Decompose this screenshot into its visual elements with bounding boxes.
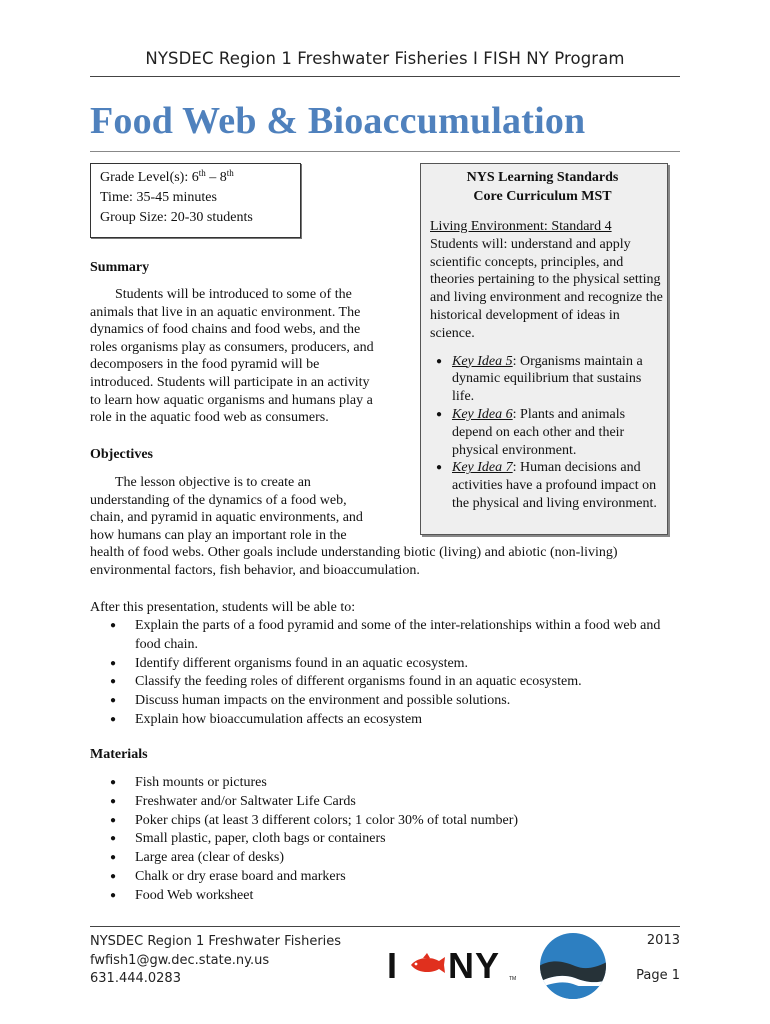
grade-level: Grade Level(s): 6th – 8th [100,168,234,185]
footer-org: NYSDEC Region 1 Freshwater Fisheries [90,934,342,949]
bullet-icon: ● [436,408,443,420]
bullet-icon: ● [110,814,117,826]
logo-trademark: TM [509,976,517,982]
bullet-icon: ● [436,355,443,367]
list-item: ● Freshwater and/or Saltwater Life Cards [110,793,680,812]
footer-year: 2013 [646,933,680,948]
footer-phone: 631.444.0283 [90,971,181,986]
dec-circle-logo [539,932,607,1000]
bullet-icon: ● [110,777,117,788]
materials-list [110,774,680,906]
list-item: ● Explain how bioaccumulation affects an ecosystem [110,711,680,730]
list-item: ● Chalk or dry erase board and markers [110,868,680,887]
footer-divider [90,926,680,927]
key-idea-item: ● Key Idea 7: Human decisions and activities have a profound impact on the physical and living environment. [436,460,657,511]
bullet-icon: ● [110,852,117,864]
summary-text: Students will be introduced to some of the animals that live in an aquatic environment. The dynamics of food chains and food webs, and the roles organisms play as consumers, producers, and decomposers in the food pyramid will be introduced. Students will participate in an activity to learn how aquatic organisms and humans play a role in the aquatic food web as consumers. [90,287,374,426]
standards-subtitle: Living Environment: Standard 4 [430,219,612,234]
logo-letter-i: I [387,947,398,983]
objectives-heading: Objectives [90,447,153,462]
bullet-icon: ● [110,676,117,688]
list-item: ● Large area (clear of desks) [110,849,680,868]
page-header: NYSDEC Region 1 Freshwater Fisheries I FISH NY Program [145,49,625,68]
list-item: ● Classify the feeding roles of different organisms found in an aquatic ecosystem. [110,673,680,692]
footer-email: fwfish1@gw.dec.state.ny.us [90,952,270,968]
bullet-icon: ● [110,833,117,845]
list-item: ● Food Web worksheet [110,887,680,906]
summary-heading: Summary [90,260,150,275]
document-title: Food Web & Bioaccumulation [90,100,586,142]
objectives-text: The lesson objective is to create an understanding of the dynamics of a food web, chain, and pyramid in aquatic environments, and how humans can play an important role in the health of food webs. Other goals include understanding biotic (living) and abiotic (non-living) environmental factors, fish behavior, and bioaccumulation. [90,475,618,578]
grade-info-box [90,163,301,238]
key-idea-item: ● Key Idea 5: Organisms maintain a dynamic equilibrium that sustains life. [436,353,643,405]
standards-title: NYS Learning Standards Core Curriculum MST [466,170,619,204]
time-required: Time: 35-45 minutes [100,190,217,205]
materials-heading: Materials [90,747,148,762]
bullet-icon: ● [110,795,117,807]
objectives-list [110,617,680,730]
bullet-icon: ● [110,695,117,707]
list-item: ● Identify different organisms found in an aquatic ecosystem. [110,655,680,674]
footer-right [636,933,680,983]
objectives-after-intro: After this presentation, students will be able to: [90,600,356,615]
header-divider [90,76,680,77]
bullet-icon: ● [110,620,117,631]
footer-contact [90,933,341,989]
bullet-icon: ● [110,870,117,882]
key-idea-item: ● Key Idea 6: Plants and animals depend on each other and their physical environment. [436,406,626,458]
bullet-icon: ● [110,889,117,901]
fish-icon [411,953,445,973]
logo-letters-ny: NY [448,947,501,983]
page-number: Page 1 [636,968,680,983]
list-item: ● Discuss human impacts on the environment and possible solutions. [110,692,680,711]
list-item: ● Fish mounts or pictures [110,774,680,793]
i-fish-ny-logo [385,947,525,983]
bullet-icon: ● [436,462,443,474]
group-size: Group Size: 20-30 students [100,210,253,225]
title-divider [90,151,680,152]
standards-intro: Students will: understand and apply scientific concepts, principles, and theories pertaining to the physical setting and living environment and recognize the historical development of ideas in science. [430,236,663,341]
bullet-icon: ● [110,713,117,725]
bullet-icon: ● [110,657,117,669]
list-item: ● Poker chips (at least 3 different colors; 1 color 30% of total number) [110,812,680,831]
list-item: ● Small plastic, paper, cloth bags or containers [110,830,680,849]
list-item: ● Explain the parts of a food pyramid and some of the inter-relationships within a food web and food chain. [110,618,661,652]
